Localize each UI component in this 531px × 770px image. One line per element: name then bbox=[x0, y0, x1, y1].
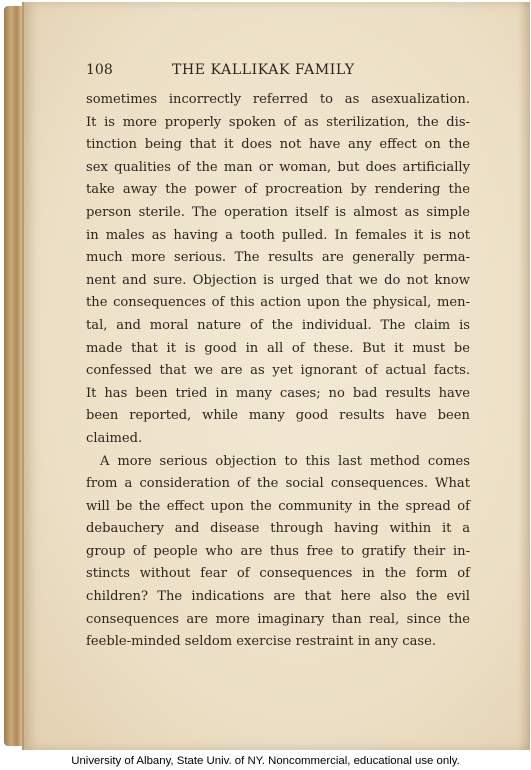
text-line: been reported, while many good results have been bbox=[86, 408, 470, 424]
text-line: children? The indications are that here also the evil bbox=[86, 589, 470, 605]
text-line: person sterile. The operation itself is almost as simple bbox=[86, 204, 470, 220]
text-line: from a consideration of the social consequences. What bbox=[86, 476, 470, 492]
text-line: consequences are more imaginary than real, since the bbox=[86, 611, 470, 627]
text-line: sex qualities of the man or woman, but does artificially bbox=[86, 159, 470, 175]
text-line: group of people who are thus free to gratify their in- bbox=[86, 543, 470, 559]
text-line: confessed that we are as yet ignorant of actual facts. bbox=[86, 363, 470, 379]
text-line: the consequences of this action upon the physical, men- bbox=[86, 295, 470, 311]
text-line-paragraph-end: claimed. bbox=[86, 430, 143, 446]
text-line: take away the power of procreation by rendering the bbox=[86, 182, 470, 198]
text-line: in males as having a tooth pulled. In females it is not bbox=[86, 227, 470, 243]
text-line-paragraph-start: A more serious objection to this last method comes bbox=[100, 453, 470, 469]
text-line: sometimes incorrectly referred to as asexualization. bbox=[86, 92, 470, 107]
page-number: 108 bbox=[86, 62, 113, 78]
text-line: stincts without fear of consequences in the form of bbox=[86, 566, 470, 582]
page-header bbox=[86, 60, 470, 82]
running-title: THE KALLIKAK FAMILY bbox=[172, 62, 355, 78]
text-line-paragraph-end: feeble-minded seldom exercise restraint in any case. bbox=[86, 634, 437, 650]
text-line: It is more properly spoken of as sterilization, the dis- bbox=[86, 114, 470, 130]
text-line: made that it is good in all of these. But it must be bbox=[86, 340, 470, 356]
text-line: nent and sure. Objection is urged that we do not know bbox=[86, 272, 470, 288]
text-line: much more serious. The results are generally perma- bbox=[86, 250, 470, 266]
copyright-footer: University of Albany, State Univ. of NY. Noncommercial, educational use only. bbox=[0, 752, 531, 770]
text-line: tinction being that it does not have any effect on the bbox=[86, 137, 470, 153]
text-line: tal, and moral nature of the individual. The claim is bbox=[86, 317, 470, 333]
body-text bbox=[86, 89, 470, 654]
text-line: debauchery and disease through having within it a bbox=[86, 521, 470, 537]
text-line: will be the effect upon the community in the spread of bbox=[86, 498, 470, 514]
page-gutter-shadow bbox=[518, 2, 530, 750]
text-line: It has been tried in many cases; no bad results have bbox=[86, 385, 470, 401]
